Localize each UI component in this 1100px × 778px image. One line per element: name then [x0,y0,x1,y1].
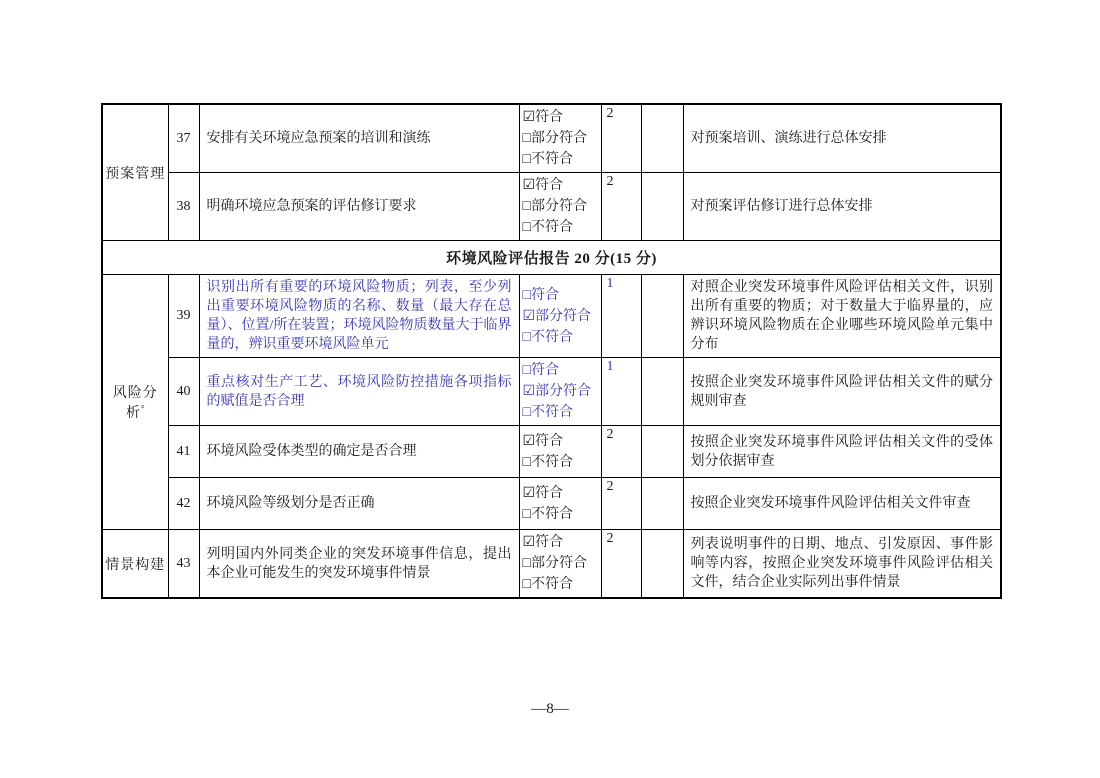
table-row-40 [102,358,1001,426]
category-cell-scenario-building [102,530,168,599]
item-number: 37 [168,104,199,173]
score-value: 2 [601,104,641,173]
checkbox-option: ☑符合 [522,433,564,449]
checkbox-option: □部分符合 [522,199,587,214]
empty-score-cell [641,275,683,358]
remark-text: 对预案培训、演练进行总体安排 [683,104,1001,173]
checkbox-options [519,358,601,426]
checkbox-option: ☑部分符合 [522,384,592,399]
category-label: 风险分析 [112,386,158,421]
score-value: 2 [601,426,641,478]
score-value: 1 [601,275,641,358]
table-row-37 [102,104,1001,173]
checkbox-options [519,104,601,173]
checkbox-options [519,530,601,599]
remark-text: 对预案评估修订进行总体安排 [683,173,1001,241]
empty-score-cell [641,358,683,426]
section-header-title: 环境风险评估报告 20 分(15 分) [102,241,1001,275]
checkbox-option: □不符合 [522,405,573,420]
empty-score-cell [641,478,683,530]
category-cell-risk-analysis [102,275,168,530]
checkbox-options [519,173,601,241]
section-header-row [102,241,1001,275]
checkbox-option: □符合 [522,363,559,378]
checkbox-option: □符合 [522,287,559,303]
empty-score-cell [641,173,683,241]
item-text: 明确环境应急预案的评估修订要求 [199,173,519,241]
checkbox-option: □部分符合 [522,131,587,146]
item-text: 列明国内外同类企业的突发环境事件信息，提出本企业可能发生的突发环境事件情景 [199,530,519,599]
checkbox-option: ☑符合 [522,535,564,550]
item-text: 环境风险受体类型的确定是否合理 [199,426,519,478]
item-number: 42 [168,478,199,530]
checkbox-option: □部分符合 [522,556,587,571]
checkbox-option: ☑符合 [522,485,564,501]
category-label: 情景构建 [105,557,166,573]
item-number: 38 [168,173,199,241]
evaluation-table [101,103,1002,599]
item-text: 识别出所有重要的环境风险物质；列表，至少列出重要环境风险物质的名称、数量（最大存在总量）、位置/所在装置；环境风险物质数量大于临界量的，辨识重要环境风险单元 [199,275,519,358]
checkbox-options [519,478,601,530]
item-number: 39 [168,275,199,358]
score-value: 2 [601,478,641,530]
checkbox-option: ☑符合 [522,178,564,193]
checkbox-option: □不符合 [522,329,573,345]
remark-text: 列表说明事件的日期、地点、引发原因、事件影响等内容，按照企业突发环境事件风险评估相关文件，结合企业实际列出事件情景 [683,530,1001,599]
item-number: 43 [168,530,199,599]
empty-score-cell [641,104,683,173]
category-cell-plan-management [102,104,168,241]
page-number: —8— [531,701,569,717]
remark-text: 按照企业突发环境事件风险评估相关文件的赋分规则审查 [683,358,1001,426]
remark-text: 按照企业突发环境事件风险评估相关文件审查 [683,478,1001,530]
footnote-marker: ° [140,403,145,414]
category-label: 预案管理 [105,166,166,182]
item-number: 40 [168,358,199,426]
table-row-41 [102,426,1001,478]
checkbox-option: ☑部分符合 [522,308,592,324]
item-text: 安排有关环境应急预案的培训和演练 [199,104,519,173]
item-number: 41 [168,426,199,478]
score-value: 2 [601,173,641,241]
checkbox-option: □不符合 [522,506,573,522]
checkbox-options [519,275,601,358]
table-row-43 [102,530,1001,599]
checkbox-option: ☑符合 [522,110,564,125]
item-text: 环境风险等级划分是否正确 [199,478,519,530]
score-value: 1 [601,358,641,426]
checkbox-option: □不符合 [522,152,573,167]
table-row-39 [102,275,1001,358]
empty-score-cell [641,426,683,478]
score-value: 2 [601,530,641,599]
checkbox-option: □不符合 [522,577,573,592]
checkbox-option: □不符合 [522,454,573,470]
checkbox-options [519,426,601,478]
checkbox-option: □不符合 [522,220,573,235]
remark-text: 对照企业突发环境事件风险评估相关文件，识别出所有重要的物质；对于数量大于临界量的，应辨识环境风险物质在企业哪些环境风险单元集中分布 [683,275,1001,358]
empty-score-cell [641,530,683,599]
table-row-38 [102,173,1001,241]
item-text: 重点核对生产工艺、环境风险防控措施各项指标的赋值是否合理 [199,358,519,426]
table-row-42 [102,478,1001,530]
remark-text: 按照企业突发环境事件风险评估相关文件的受体划分依据审查 [683,426,1001,478]
